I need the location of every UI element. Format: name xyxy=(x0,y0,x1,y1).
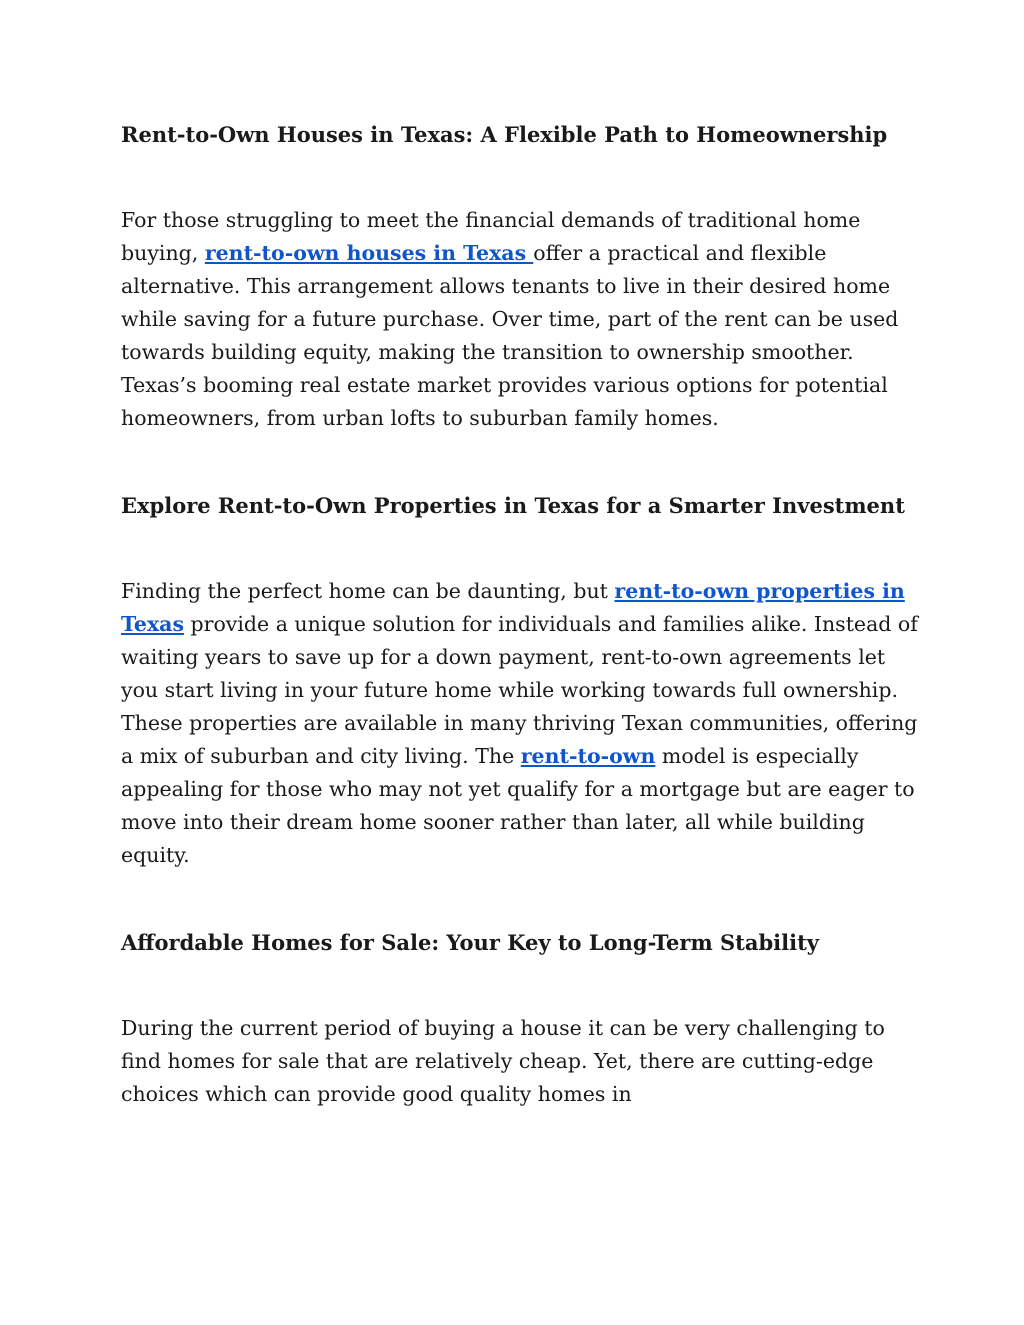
paragraph-rent-to-own-houses xyxy=(121,204,921,435)
paragraph-text: provide a unique solution for individuals and families alike. Instead of waiting years to save up for a down payment, rent-to-own agreements let you start living in your future home while working towards full ownership. These properties are available in many thriving Texan communities, offering a mix of suburban and city living. The xyxy=(121,612,918,768)
document-page xyxy=(121,118,921,1111)
paragraph-text: For those struggling to meet the financial demands of traditional home buying, xyxy=(121,208,861,265)
paragraph-text: model is especially appealing for those who may not yet qualify for a mortgage but are eager to move into their dream home sooner rather than later, all while building equity. xyxy=(121,744,915,867)
link-rent-to-own[interactable]: rent-to-own xyxy=(520,744,656,768)
link-rent-to-own-houses-in-texas[interactable]: rent-to-own houses in Texas xyxy=(204,241,534,265)
section-heading-rent-to-own-properties: Explore Rent-to-Own Properties in Texas for a Smarter Investment xyxy=(121,493,905,518)
paragraph-affordable-homes: During the current period of buying a house it can be very challenging to find homes for sale that are relatively cheap. Yet, there are cutting-edge choices which can provide good quality homes in xyxy=(121,1016,885,1106)
paragraph-text: Finding the perfect home can be daunting, but xyxy=(121,579,615,603)
section-heading-affordable-homes: Affordable Homes for Sale: Your Key to Long-Term Stability xyxy=(121,930,820,955)
paragraph-text: offer a practical and flexible alternative. This arrangement allows tenants to live in their desired home while saving for a future purchase. Over time, part of the rent can be used towards building equity, making the transition to ownership smoother. Texas’s booming real estate market provides various options for potential homeowners, from urban lofts to suburban family homes. xyxy=(121,241,899,430)
paragraph-rent-to-own-properties xyxy=(121,575,921,872)
section-heading-rent-to-own-houses: Rent-to-Own Houses in Texas: A Flexible Path to Homeownership xyxy=(121,122,888,147)
link-rent-to-own-properties-in-texas[interactable]: rent-to-own properties in Texas xyxy=(121,579,905,636)
